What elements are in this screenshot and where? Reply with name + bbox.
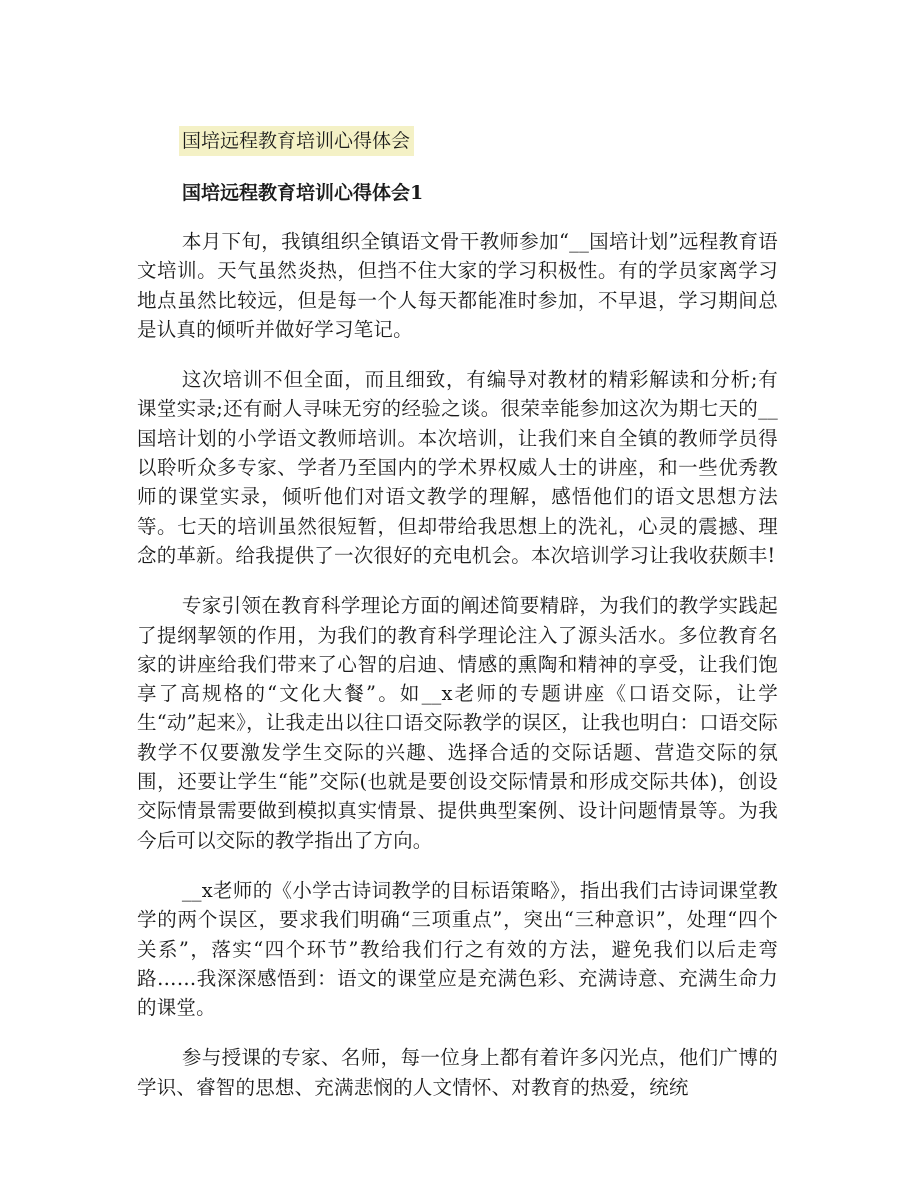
section-heading: 国培远程教育培训心得体会1	[182, 182, 424, 204]
paragraph-5: 参与授课的专家、名师，每一位身上都有着许多闪光点，他们广博的学识、睿智的思想、充满悲悯的人文情怀、对教育的热爱，统统	[137, 1046, 778, 1099]
document-title: 国培远程教育培训心得体会	[179, 126, 414, 156]
document-body	[137, 227, 778, 1123]
paragraph-2: 这次培训不但全面，而且细致，有编导对教材的精彩解读和分析;有课堂实录;还有耐人寻味无穷的经验之谈。很荣幸能参加这次为期七天的__国培计划的小学语文教师培训。本次培训，让我们来自全镇的教师学员得以聆听众多专家、学者乃至国内的学术界权威人士的讲座，和一些优秀教师的课堂实录，倾听他们对语文教学的理解，感悟他们的语文思想方法等。七天的培训虽然很短暂，但却带给我思想上的洗礼，心灵的震撼、理念的革新。给我提供了一次很好的充电机会。本次培训学习让我收获颇丰!	[137, 368, 778, 567]
paragraph-4: __x老师的《小学古诗词教学的目标语策略》，指出我们古诗词课堂教学的两个误区，要求我们明确“三项重点”，突出“三种意识”，处理“四个关系”，落实“四个环节”教给我们行之有效的方法，避免我们以后走弯路……我深深感悟到：语文的课堂应是充满色彩、充满诗意、充满生命力的课堂。	[137, 878, 778, 1020]
paragraph-3: 专家引领在教育科学理论方面的阐述简要精辟，为我们的教学实践起了提纲挈领的作用，为我们的教育科学理论注入了源头活水。多位教育名家的讲座给我们带来了心智的启迪、情感的熏陶和精神的享受，让我们饱享了高规格的“文化大餐”。如__x老师的专题讲座《口语交际，让学生“动”起来》，让我走出以往口语交际教学的误区，让我也明白：口语交际教学不仅要激发学生交际的兴趣、选择合适的交际话题、营造交际的氛围，还要让学生“能”交际(也就是要创设交际情景和形成交际共体)，创设交际情景需要做到模拟真实情景、提供典型案例、设计问题情景等。为我今后可以交际的教学指出了方向。	[137, 594, 778, 852]
paragraph-1: 本月下旬，我镇组织全镇语文骨干教师参加“__国培计划”远程教育语文培训。天气虽然炎热，但挡不住大家的学习积极性。有的学员家离学习地点虽然比较远，但是每一个人每天都能准时参加，不早退，学习期间总是认真的倾听并做好学习笔记。	[137, 230, 778, 341]
